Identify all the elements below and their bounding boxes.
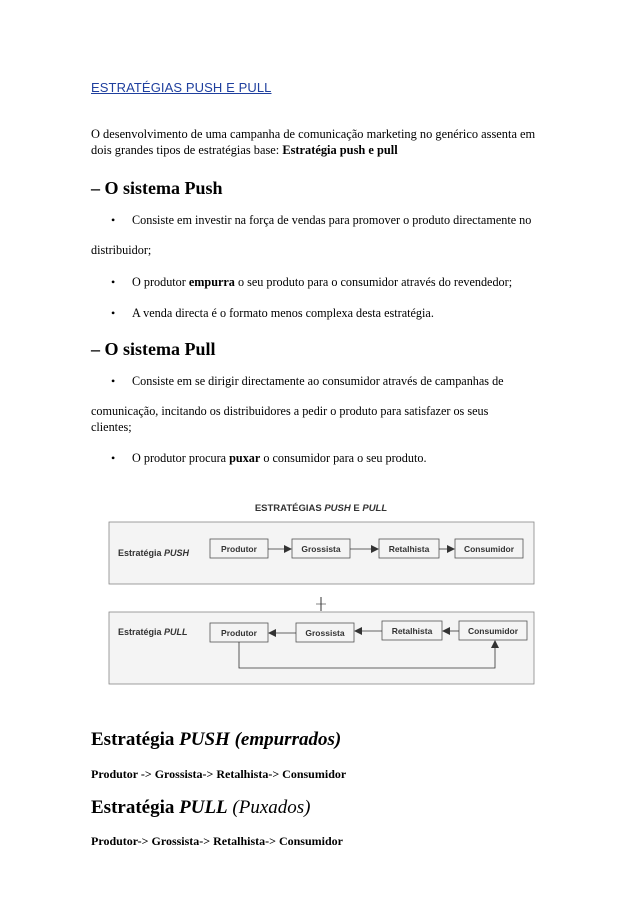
pull-bullet-2-prefix: O produtor procura xyxy=(132,451,230,465)
pull-summary-heading-suffix: (Puxados) xyxy=(227,797,311,818)
bullet-dot-icon: • xyxy=(111,213,116,227)
bullet-dot-icon: • xyxy=(111,275,116,289)
pull-node-grossista-label: Grossista xyxy=(305,628,345,638)
push-bullet-1-continuation: distribuidor; xyxy=(91,243,152,257)
intro-line-1: O desenvolvimento de uma campanha de comunicação marketing no genérico assenta em xyxy=(91,127,536,141)
bullet-dot-icon: • xyxy=(111,306,116,320)
push-pull-diagram xyxy=(103,494,539,690)
pull-bullet-1-continuation-line-2: clientes; xyxy=(91,419,132,434)
push-summary-heading-suffix: (empurrados) xyxy=(229,729,342,750)
diagram-title: ESTRATÉGIAS PUSH E PULL xyxy=(254,503,388,514)
push-node-produtor-label: Produtor xyxy=(221,544,257,554)
pull-bullet-1-continuation-line-1: comunicação, incitando os distribuidores a pedir o produto para satisfazer os seus xyxy=(91,404,489,418)
push-node-consumidor-label: Consumidor xyxy=(463,544,515,554)
pull-bullet-1-text: Consiste em se dirigir directamente ao consumidor através de campanhas de xyxy=(132,374,504,388)
intro-line-2 xyxy=(91,143,561,159)
push-node-grossista-label: Grossista xyxy=(301,544,341,554)
push-label: Estratégia PUSH xyxy=(118,548,190,558)
pull-bullet-1-continuation xyxy=(91,404,561,435)
pull-bullet-2-text xyxy=(132,451,427,466)
intro-line-2-bold: Estratégia push e pull xyxy=(282,142,398,157)
push-bullet-3-text: A venda directa é o formato menos complexa desta estratégia. xyxy=(132,306,434,320)
pull-bullet-2-bold: puxar xyxy=(229,451,261,465)
push-bullet-2-bold: empurra xyxy=(188,275,235,289)
push-node-retalhista-label: Retalhista xyxy=(388,544,430,554)
pull-summary-heading-prefix: Estratégia xyxy=(91,797,180,818)
push-bullet-1-text: Consiste em investir na força de vendas para promover o produto directamente no xyxy=(132,213,532,227)
document-title[interactable]: ESTRATÉGIAS PUSH E PULL xyxy=(91,80,272,95)
push-summary-heading xyxy=(91,729,341,751)
pull-summary-heading-italic: PULL xyxy=(179,797,228,818)
bullet-dot-icon: • xyxy=(111,374,116,388)
push-bullet-2-text xyxy=(132,275,512,290)
push-summary-heading-italic: PUSH xyxy=(179,729,230,750)
pull-flow-text: Produtor-> Grossista-> Retalhista-> Consumidor xyxy=(91,834,343,848)
pull-bullet-2-suffix: o consumidor para o seu produto. xyxy=(260,451,427,465)
push-bullet-2-suffix: o seu produto para o consumidor através do revendedor; xyxy=(234,275,513,289)
push-flow-text: Produtor -> Grossista-> Retalhista-> Consumidor xyxy=(91,767,347,781)
pull-summary-heading xyxy=(91,797,311,819)
diagram-svg xyxy=(103,494,539,690)
push-heading: – O sistema Push xyxy=(91,178,223,198)
bullet-dot-icon: • xyxy=(111,451,116,465)
pull-node-consumidor-label: Consumidor xyxy=(467,626,519,636)
pull-node-produtor-label: Produtor xyxy=(221,628,257,638)
intro-line-2-text: dois grandes tipos de estratégias base: xyxy=(91,142,283,157)
push-summary-heading-prefix: Estratégia xyxy=(91,729,180,750)
push-bullet-2-prefix: O produtor xyxy=(132,275,189,289)
intro-paragraph xyxy=(91,127,561,158)
pull-heading: – O sistema Pull xyxy=(91,339,216,359)
pull-node-retalhista-label: Retalhista xyxy=(391,626,433,636)
pull-label: Estratégia PULL xyxy=(118,627,188,637)
